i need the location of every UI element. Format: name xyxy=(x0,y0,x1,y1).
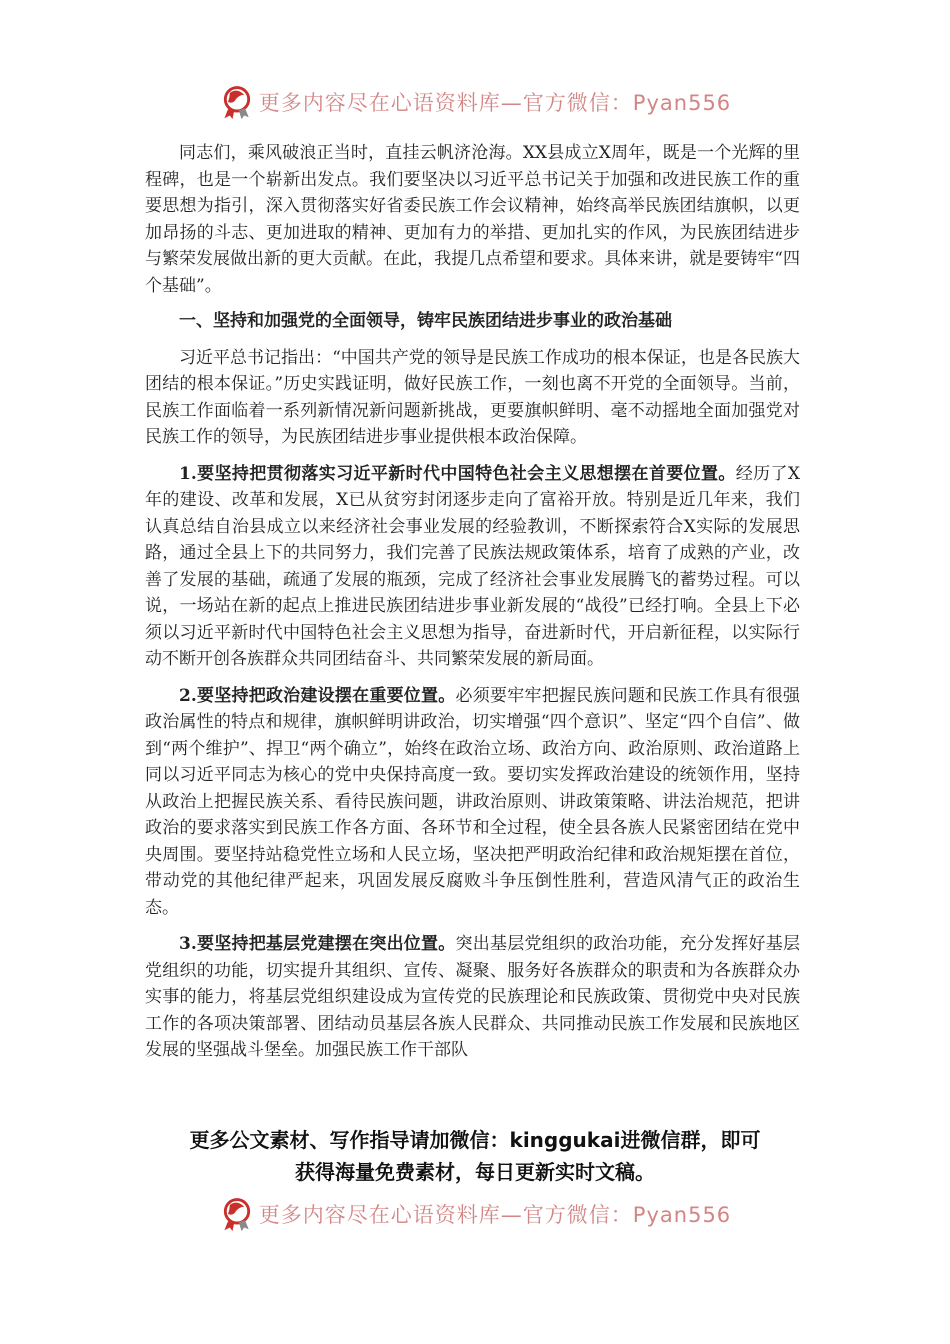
document-body xyxy=(145,140,800,1064)
top-banner xyxy=(0,82,950,122)
promo-line-2: 获得海量免费素材，每日更新实时文稿。 xyxy=(295,1160,655,1184)
section-heading: 一、坚持和加强党的全面领导，铸牢民族团结进步事业的政治基础 xyxy=(179,311,672,331)
point-3-title: 3.要坚持把基层党建摆在突出位置。 xyxy=(179,934,456,954)
banner-text: 更多内容尽在心语资料库—官方微信：Pyan556 xyxy=(258,91,732,115)
point-3-text: 突出基层党组织的政治功能，充分发挥好基层党组织的功能，切实提升其组织、宣传、凝聚、服务好各族群众的职责和为各族群众办实事的能力，将基层党组织建设成为宣传党的民族理论和民族政策、贯彻党中央对民族工作的各项决策部署、团结动员基层各族人民群众、共同推动民族工作发展和民族地区发展的坚强战斗堡垒。加强民族工作干部队 xyxy=(145,934,801,1060)
point-3-paragraph xyxy=(145,931,800,1064)
banner-inner-bottom xyxy=(219,1196,731,1232)
bottom-banner xyxy=(0,1194,950,1234)
point-1-text: 经历了X年的建设、改革和发展，X已从贫穷封闭逐步走向了富裕开放。特别是近几年来，我们认真总结自治县成立以来经济社会事业发展的经验教训，不断探索符合X实际的发展思路，通过全县上下的共同努力，我们完善了民族法规政策体系，培育了成熟的产业，改善了发展的基础，疏通了发展的瓶颈，完成了经济社会事业发展腾飞的蓄势过程。可以说，一场站在新的起点上推进民族团结进步事业新发展的“战役”已经打响。全县上下必须以习近平新时代中国特色社会主义思想为指导，奋进新时代，开启新征程，以实际行动不断开创各族群众共同团结奋斗、共同繁荣发展的新局面。 xyxy=(145,463,800,669)
section-intro-paragraph: 习近平总书记指出：“中国共产党的领导是民族工作成功的根本保证，也是各民族大团结的根本保证。”历史实践证明，做好民族工作，一刻也离不开党的全面领导。当前，民族工作面临着一系列新情况新问题新挑战，更要旗帜鲜明、毫不动摇地全面加强党对民族工作的领导，为民族团结进步事业提供根本政治保障。 xyxy=(145,347,800,447)
point-1-paragraph xyxy=(145,461,800,673)
point-2-title: 2.要坚持把政治建设摆在重要位置。 xyxy=(179,685,456,706)
promo-notice xyxy=(120,1124,830,1188)
intro-paragraph: 同志们，乘风破浪正当时，直挂云帆济沧海。XX县成立X周年，既是一个光辉的里程碑，也是一个崭新出发点。我们要坚决以习近平总书记关于加强和改进民族工作的重要思想为指引，深入贯彻落实好省委民族工作会议精神，始终高举民族团结旗帜，以更加昂扬的斗志、更加进取的精神、更加有力的举措、更加扎实的作风，为民族团结进步与繁荣发展做出新的更大贡献。在此，我提几点希望和要求。具体来讲，就是要铸牢“四个基础”。 xyxy=(145,143,800,296)
ribbon-seal-icon xyxy=(219,1196,255,1232)
point-2-text: 必须要牢牢把握民族问题和民族工作具有很强政治属性的特点和规律，旗帜鲜明讲政治，切实增强“四个意识”、坚定“四个自信”、做到“两个维护”、捍卫“两个确立”，始终在政治立场、政治方向、政治原则、政治道路上同以习近平同志为核心的党中央保持高度一致。要切实发挥政治建设的统领作用，坚持从政治上把握民族关系、看待民族问题，讲政治原则、讲政策策略、讲法治规范，把讲政治的要求落实到民族工作各方面、各环节和全过程，使全县各族人民紧密团结在党中央周围。要坚持站稳党性立场和人民立场，坚决把严明政治纪律和政治规矩摆在首位，带动党的其他纪律严起来，巩固发展反腐败斗争压倒性胜利，营造风清气正的政治生态。 xyxy=(145,685,801,918)
promo-line-1: 更多公文素材、写作指导请加微信：kinggukai进微信群，即可 xyxy=(189,1128,761,1152)
banner-text: 更多内容尽在心语资料库—官方微信：Pyan556 xyxy=(258,1203,732,1227)
banner-inner xyxy=(219,84,731,120)
point-2-paragraph xyxy=(145,683,800,922)
ribbon-seal-icon xyxy=(219,84,255,120)
point-1-title: 1.要坚持把贯彻落实习近平新时代中国特色社会主义思想摆在首要位置。 xyxy=(179,463,736,484)
